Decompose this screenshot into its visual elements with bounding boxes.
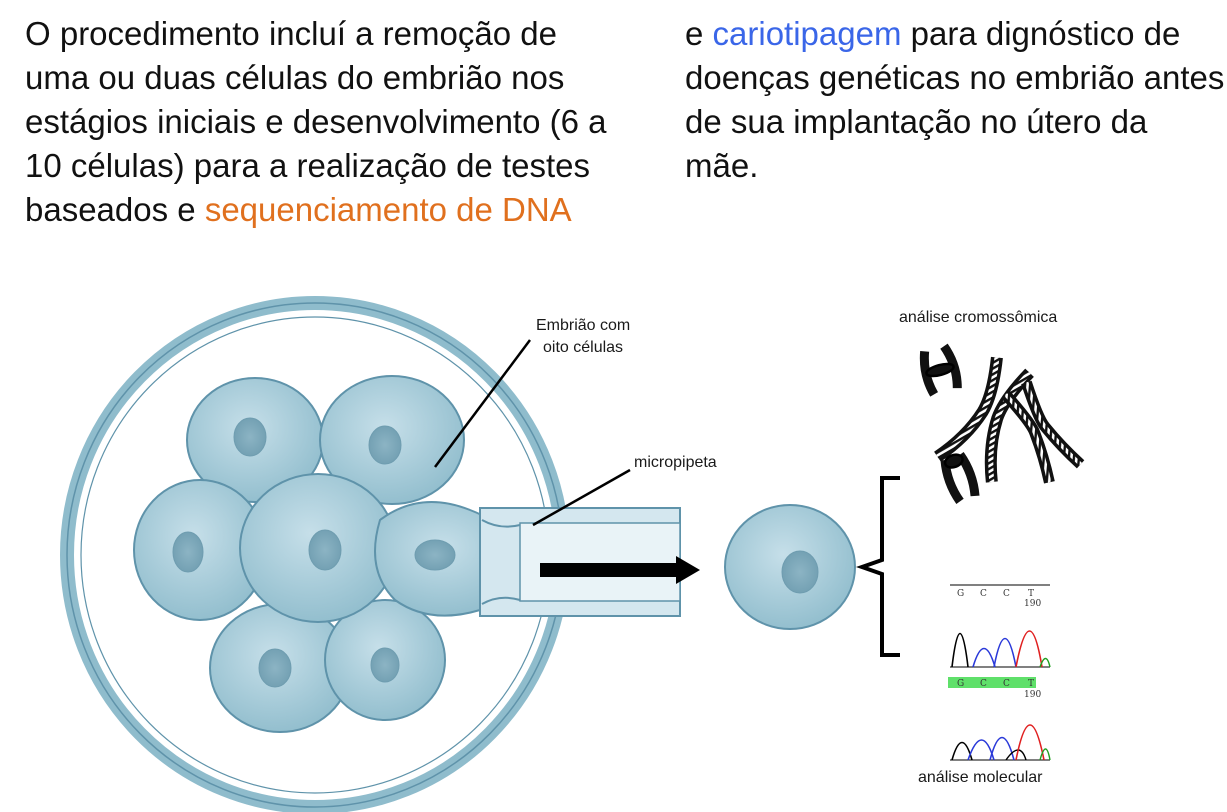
seq-top-letter-4: T — [1028, 589, 1035, 599]
seq-top-position: 190 — [1024, 599, 1042, 609]
seq-bottom-position: 190 — [1024, 690, 1042, 700]
seq-bottom-letter-4: T — [1028, 679, 1035, 689]
seq-bottom-letter-3: C — [1003, 679, 1010, 689]
electropherogram-bottom — [948, 677, 1050, 760]
label-embryo-line1: Embrião com — [536, 317, 631, 334]
extracted-cell — [725, 505, 855, 629]
electropherogram-top — [950, 585, 1050, 667]
karyotyping-highlight: cariotipagem — [712, 15, 902, 52]
label-embryo-line2: oito células — [543, 339, 624, 356]
chromosomes — [920, 345, 1080, 502]
dna-sequencing-highlight: sequenciamento de DNA — [204, 191, 572, 228]
seq-top-letter-2: C — [980, 589, 987, 599]
seq-bottom-letter-2: C — [980, 679, 987, 689]
seq-top-letter-1: G — [957, 589, 965, 599]
description-right-text: para dignóstico de doenças genéticas no embrião antes de sua implantação no útero da mãe. — [685, 15, 1225, 184]
micropipette — [480, 508, 680, 616]
seq-top-letter-3: C — [1003, 589, 1010, 599]
label-molecular-analysis: análise molecular — [918, 769, 1043, 786]
analysis-bracket — [862, 478, 900, 655]
seq-bottom-letter-1: G — [957, 679, 965, 689]
label-chromosome-analysis: análise cromossômica — [899, 309, 1058, 326]
label-micropipette: micropipeta — [634, 454, 717, 471]
description-left-text: O procedimento incluí a remoção de uma ou duas células do embrião nos estágios iniciais e desenvolvimento (6 a 10 células) para a realização de testes baseados e — [25, 15, 607, 228]
description-right-prefix: e — [685, 15, 713, 52]
